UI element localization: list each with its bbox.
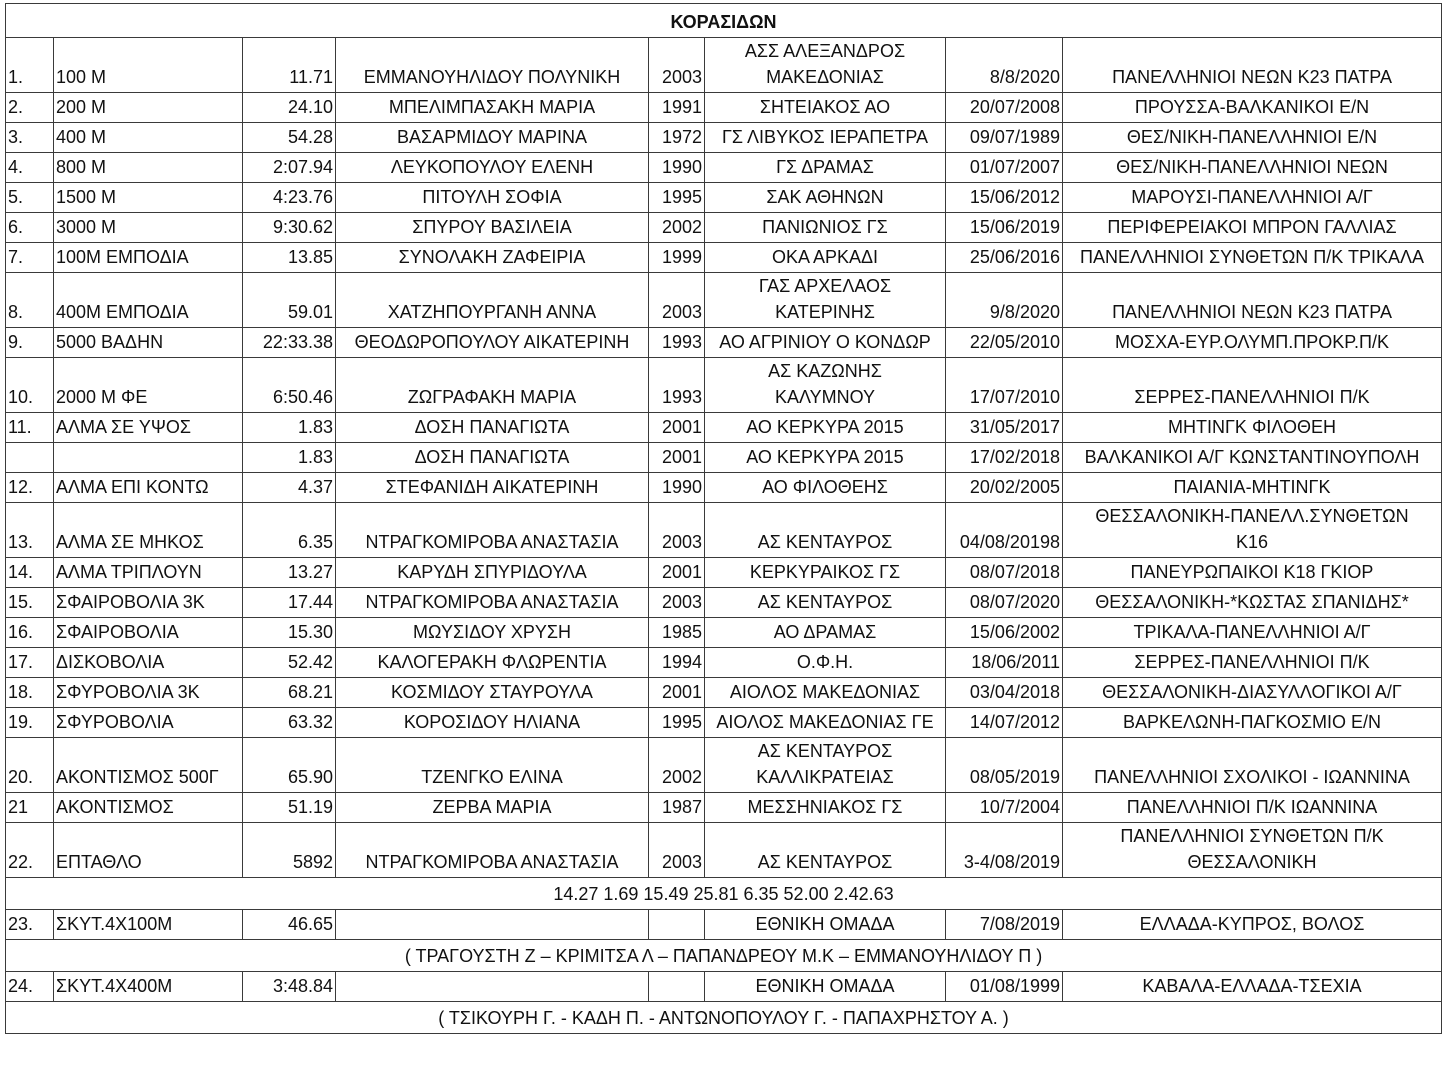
venue-cell bbox=[1063, 793, 1442, 823]
venue-line: ΠΑΝΕΛΛΗΝΙΟΙ ΝΕΩΝ Κ23 ΠΑΤΡΑ bbox=[1112, 302, 1392, 322]
table-row bbox=[6, 648, 1442, 678]
date-cell: 08/07/2020 bbox=[946, 588, 1063, 618]
table-row bbox=[6, 972, 1442, 1002]
venue-line: ΠΑΝΕΛΛΗΝΙΟΙ ΣΥΝΘΕΤΩΝ Π/Κ bbox=[1120, 826, 1384, 846]
venue-line: ΠΑΙΑΝΙΑ-ΜΗΤΙΝΓΚ bbox=[1173, 477, 1331, 497]
venue-cell bbox=[1063, 38, 1442, 93]
event-cell: 1500 Μ bbox=[54, 183, 243, 213]
date-cell: 31/05/2017 bbox=[946, 413, 1063, 443]
club-line: ΑΣ ΚΕΝΤΑΥΡΟΣ bbox=[757, 592, 893, 612]
birth-year-cell: 2001 bbox=[649, 678, 705, 708]
athlete-cell: ΚΑΡΥΔΗ ΣΠΥΡΙΔΟΥΛΑ bbox=[336, 558, 649, 588]
heptathlon-splits: 14.27 1.69 15.49 25.81 6.35 52.00 2.42.63 bbox=[6, 878, 1442, 910]
performance-cell: 51.19 bbox=[243, 793, 336, 823]
relay-team-row bbox=[6, 1002, 1442, 1034]
club-cell bbox=[705, 273, 946, 328]
rank-cell: 22. bbox=[6, 823, 54, 878]
event-cell: 3000 Μ bbox=[54, 213, 243, 243]
venue-line: ΜΗΤΙΝΓΚ ΦΙΛΟΘΕΗ bbox=[1168, 417, 1336, 437]
event-cell: 100Μ ΕΜΠΟΔΙΑ bbox=[54, 243, 243, 273]
athlete-cell bbox=[336, 972, 649, 1002]
event-cell: 400Μ ΕΜΠΟΔΙΑ bbox=[54, 273, 243, 328]
venue-line: ΘΕΣ/ΝΙΚΗ-ΠΑΝΕΛΛΗΝΙΟΙ Ε/Ν bbox=[1126, 127, 1378, 147]
table-row bbox=[6, 473, 1442, 503]
venue-cell bbox=[1063, 678, 1442, 708]
birth-year-cell: 1987 bbox=[649, 793, 705, 823]
event-cell: ΑΛΜΑ ΤΡΙΠΛΟΥΝ bbox=[54, 558, 243, 588]
birth-year-cell: 1995 bbox=[649, 183, 705, 213]
club-cell bbox=[705, 588, 946, 618]
performance-cell: 4:23.76 bbox=[243, 183, 336, 213]
venue-cell: ΚΑΒΑΛΑ-ΕΛΛΑΔΑ-ΤΣΕΧΙΑ bbox=[1063, 972, 1442, 1002]
venue-cell bbox=[1063, 618, 1442, 648]
performance-cell: 4.37 bbox=[243, 473, 336, 503]
club-line: ΚΑΤΕΡΙΝΗΣ bbox=[775, 302, 875, 322]
birth-year-cell: 1985 bbox=[649, 618, 705, 648]
performance-cell: 9:30.62 bbox=[243, 213, 336, 243]
performance-cell: 6.35 bbox=[243, 503, 336, 558]
athlete-cell: ΒΑΣΑΡΜΙΔΟΥ ΜΑΡΙΝΑ bbox=[336, 123, 649, 153]
club-cell bbox=[705, 648, 946, 678]
venue-cell bbox=[1063, 503, 1442, 558]
club-line: ΑΟ ΦΙΛΟΘΕΗΣ bbox=[762, 477, 888, 497]
athlete-cell: ΣΥΝΟΛΑΚΗ ΖΑΦΕΙΡΙΑ bbox=[336, 243, 649, 273]
rank-cell: 4. bbox=[6, 153, 54, 183]
date-cell: 14/07/2012 bbox=[946, 708, 1063, 738]
venue-line: ΠΡΟΥΣΣΑ-ΒΑΛΚΑΝΙΚΟΙ Ε/Ν bbox=[1134, 97, 1370, 117]
venue-line: ΜΟΣΧΑ-ΕΥΡ.ΟΛΥΜΠ.ΠΡΟΚΡ.Π/Κ bbox=[1115, 332, 1389, 352]
venue-line: ΜΑΡΟΥΣΙ-ΠΑΝΕΛΛΗΝΙΟΙ Α/Γ bbox=[1131, 187, 1373, 207]
date-cell: 17/07/2010 bbox=[946, 358, 1063, 413]
date-cell: 7/08/2019 bbox=[946, 910, 1063, 940]
venue-cell bbox=[1063, 823, 1442, 878]
venue-cell bbox=[1063, 273, 1442, 328]
venue-line: ΘΕΣΣΑΛΟΝΙΚΗ bbox=[1187, 852, 1317, 872]
rank-cell: 20. bbox=[6, 738, 54, 793]
club-line: Ο.Φ.Η. bbox=[796, 652, 854, 672]
birth-year-cell: 2003 bbox=[649, 38, 705, 93]
club-line: ΑΟ ΚΕΡΚΥΡΑ 2015 bbox=[746, 447, 904, 467]
performance-cell: 3:48.84 bbox=[243, 972, 336, 1002]
date-cell: 22/05/2010 bbox=[946, 328, 1063, 358]
performance-cell: 65.90 bbox=[243, 738, 336, 793]
athlete-cell: ΣΤΕΦΑΝΙΔΗ ΑΙΚΑΤΕΡΙΝΗ bbox=[336, 473, 649, 503]
table-row bbox=[6, 243, 1442, 273]
rank-cell: 15. bbox=[6, 588, 54, 618]
table-row bbox=[6, 183, 1442, 213]
venue-line: ΘΕΣ/ΝΙΚΗ-ΠΑΝΕΛΛΗΝΙΟΙ ΝΕΩΝ bbox=[1116, 157, 1388, 177]
club-line: ΑΙΟΛΟΣ ΜΑΚΕΔΟΝΙΑΣ ΓΕ bbox=[716, 712, 934, 732]
event-cell: ΣΦΑΙΡΟΒΟΛΙΑ 3Κ bbox=[54, 588, 243, 618]
venue-line: ΠΑΝΕΛΛΗΝΙΟΙ ΣΥΝΘΕΤΩΝ Π/Κ ΤΡΙΚΑΛΑ bbox=[1079, 247, 1425, 267]
rank-cell: 21 bbox=[6, 793, 54, 823]
venue-cell bbox=[1063, 473, 1442, 503]
performance-cell: 46.65 bbox=[243, 910, 336, 940]
rank-cell: 9. bbox=[6, 328, 54, 358]
date-cell: 18/06/2011 bbox=[946, 648, 1063, 678]
athlete-cell: ΤΖΕΝΓΚΟ ΕΛΙΝΑ bbox=[336, 738, 649, 793]
birth-year-cell: 1995 bbox=[649, 708, 705, 738]
event-cell: ΣΦΑΙΡΟΒΟΛΙΑ bbox=[54, 618, 243, 648]
birth-year-cell bbox=[649, 972, 705, 1002]
venue-line: ΒΑΛΚΑΝΙΚΟΙ Α/Γ ΚΩΝΣΤΑΝΤΙΝΟΥΠΟΛΗ bbox=[1084, 447, 1420, 467]
athlete-cell: ΛΕΥΚΟΠΟΥΛΟΥ ΕΛΕΝΗ bbox=[336, 153, 649, 183]
date-cell: 8/8/2020 bbox=[946, 38, 1063, 93]
date-cell: 08/07/2018 bbox=[946, 558, 1063, 588]
rank-cell: 24. bbox=[6, 972, 54, 1002]
club-line: ΑΣ ΚΑΖΩΝΗΣ bbox=[768, 361, 882, 381]
date-cell: 20/02/2005 bbox=[946, 473, 1063, 503]
event-cell: 2000 Μ ΦΕ bbox=[54, 358, 243, 413]
club-line: ΑΟ ΔΡΑΜΑΣ bbox=[773, 622, 877, 642]
rank-cell: 2. bbox=[6, 93, 54, 123]
date-cell: 03/04/2018 bbox=[946, 678, 1063, 708]
performance-cell: 59.01 bbox=[243, 273, 336, 328]
venue-line: ΘΕΣΣΑΛΟΝΙΚΗ-*ΚΩΣΤΑΣ ΣΠΑΝΙΔΗΣ* bbox=[1095, 592, 1409, 612]
birth-year-cell: 2003 bbox=[649, 823, 705, 878]
performance-cell: 15.30 bbox=[243, 618, 336, 648]
club-cell: ΕΘΝΙΚΗ ΟΜΑΔΑ bbox=[705, 972, 946, 1002]
venue-line: ΠΑΝΕΛΛΗΝΙΟΙ ΣΧΟΛΙΚΟΙ - ΙΩΑΝΝΙΝΑ bbox=[1094, 767, 1410, 787]
birth-year-cell: 2003 bbox=[649, 588, 705, 618]
venue-line: ΠΑΝΕΛΛΗΝΙΟΙ ΝΕΩΝ Κ23 ΠΑΤΡΑ bbox=[1112, 67, 1392, 87]
club-cell bbox=[705, 243, 946, 273]
venue-cell bbox=[1063, 738, 1442, 793]
club-line: ΑΣΣ ΑΛΕΞΑΝΔΡΟΣ bbox=[744, 41, 906, 61]
date-cell: 15/06/2019 bbox=[946, 213, 1063, 243]
table-row bbox=[6, 413, 1442, 443]
table-row bbox=[6, 123, 1442, 153]
club-line: ΑΣ ΚΕΝΤΑΥΡΟΣ bbox=[757, 532, 893, 552]
birth-year-cell: 2002 bbox=[649, 213, 705, 243]
table-row bbox=[6, 618, 1442, 648]
club-line: ΑΣ ΚΕΝΤΑΥΡΟΣ bbox=[757, 852, 893, 872]
birth-year-cell: 2003 bbox=[649, 273, 705, 328]
heptathlon-splits-row bbox=[6, 878, 1442, 910]
event-cell: ΔΙΣΚΟΒΟΛΙΑ bbox=[54, 648, 243, 678]
event-cell: ΑΛΜΑ ΕΠΙ ΚΟΝΤΩ bbox=[54, 473, 243, 503]
event-cell: 800 Μ bbox=[54, 153, 243, 183]
performance-cell: 1.83 bbox=[243, 413, 336, 443]
athlete-cell: ΝΤΡΑΓΚΟΜΙΡΟΒΑ ΑΝΑΣΤΑΣΙΑ bbox=[336, 588, 649, 618]
table-row bbox=[6, 678, 1442, 708]
date-cell: 01/07/2007 bbox=[946, 153, 1063, 183]
club-line: ΓΣ ΔΡΑΜΑΣ bbox=[776, 157, 874, 177]
date-cell: 10/7/2004 bbox=[946, 793, 1063, 823]
performance-cell: 52.42 bbox=[243, 648, 336, 678]
venue-line: ΠΑΝΕΛΛΗΝΙΟΙ Π/Κ ΙΩΑΝΝΙΝΑ bbox=[1126, 797, 1378, 817]
club-cell bbox=[705, 443, 946, 473]
performance-cell: 63.32 bbox=[243, 708, 336, 738]
venue-line: ΠΕΡΙΦΕΡΕΙΑΚΟΙ ΜΠΡΟΝ ΓΑΛΛΙΑΣ bbox=[1107, 217, 1397, 237]
club-cell: ΕΘΝΙΚΗ ΟΜΑΔΑ bbox=[705, 910, 946, 940]
club-line: ΠΑΝΙΩΝΙΟΣ ΓΣ bbox=[762, 217, 888, 237]
club-cell bbox=[705, 213, 946, 243]
venue-cell bbox=[1063, 328, 1442, 358]
performance-cell: 24.10 bbox=[243, 93, 336, 123]
venue-cell bbox=[1063, 558, 1442, 588]
athlete-cell: ΔΟΣΗ ΠΑΝΑΓΙΩΤΑ bbox=[336, 443, 649, 473]
rank-cell bbox=[6, 443, 54, 473]
table-row bbox=[6, 910, 1442, 940]
club-line: ΜΑΚΕΔΟΝΙΑΣ bbox=[766, 67, 884, 87]
performance-cell: 54.28 bbox=[243, 123, 336, 153]
table-row bbox=[6, 213, 1442, 243]
rank-cell: 23. bbox=[6, 910, 54, 940]
venue-cell bbox=[1063, 708, 1442, 738]
rank-cell: 18. bbox=[6, 678, 54, 708]
rank-cell: 7. bbox=[6, 243, 54, 273]
performance-cell: 1.83 bbox=[243, 443, 336, 473]
event-cell: ΑΛΜΑ ΣΕ ΥΨΟΣ bbox=[54, 413, 243, 443]
birth-year-cell: 1999 bbox=[649, 243, 705, 273]
club-cell bbox=[705, 823, 946, 878]
performance-cell: 68.21 bbox=[243, 678, 336, 708]
performance-cell: 6:50.46 bbox=[243, 358, 336, 413]
rank-cell: 17. bbox=[6, 648, 54, 678]
club-cell bbox=[705, 93, 946, 123]
birth-year-cell: 2001 bbox=[649, 443, 705, 473]
athlete-cell: ΚΑΛΟΓΕΡΑΚΗ ΦΛΩΡΕΝΤΙΑ bbox=[336, 648, 649, 678]
relay-team-members: ( ΤΣΙΚΟΥΡΗ Γ. - ΚΑΔΗ Π. - ΑΝΤΩΝΟΠΟΥΛΟΥ Γ. - ΠΑΠΑΧΡΗΣΤΟΥ Α. ) bbox=[6, 1002, 1442, 1034]
athlete-cell: ΘΕΟΔΩΡΟΠΟΥΛΟΥ ΑΙΚΑΤΕΡΙΝΗ bbox=[336, 328, 649, 358]
venue-line: ΣΕΡΡΕΣ-ΠΑΝΕΛΛΗΝΙΟΙ Π/Κ bbox=[1134, 652, 1370, 672]
table-row bbox=[6, 328, 1442, 358]
venue-cell bbox=[1063, 648, 1442, 678]
athlete-cell: ΖΕΡΒΑ ΜΑΡΙΑ bbox=[336, 793, 649, 823]
event-cell: 400 Μ bbox=[54, 123, 243, 153]
rank-cell: 1. bbox=[6, 38, 54, 93]
table-row bbox=[6, 38, 1442, 93]
birth-year-cell: 1993 bbox=[649, 358, 705, 413]
performance-cell: 13.85 bbox=[243, 243, 336, 273]
rank-cell: 14. bbox=[6, 558, 54, 588]
date-cell: 17/02/2018 bbox=[946, 443, 1063, 473]
event-cell: 100 Μ bbox=[54, 38, 243, 93]
club-line: ΑΟ ΚΕΡΚΥΡΑ 2015 bbox=[746, 417, 904, 437]
club-cell bbox=[705, 618, 946, 648]
performance-cell: 11.71 bbox=[243, 38, 336, 93]
table-row bbox=[6, 738, 1442, 793]
table-row bbox=[6, 358, 1442, 413]
athlete-cell: ΝΤΡΑΓΚΟΜΙΡΟΒΑ ΑΝΑΣΤΑΣΙΑ bbox=[336, 503, 649, 558]
club-cell bbox=[705, 708, 946, 738]
athlete-cell: ΜΠΕΛΙΜΠΑΣΑΚΗ ΜΑΡΙΑ bbox=[336, 93, 649, 123]
rank-cell: 13. bbox=[6, 503, 54, 558]
venue-cell bbox=[1063, 123, 1442, 153]
table-row bbox=[6, 823, 1442, 878]
title-row bbox=[6, 4, 1442, 38]
athlete-cell: ΚΟΣΜΙΔΟΥ ΣΤΑΥΡΟΥΛΑ bbox=[336, 678, 649, 708]
club-line: ΑΙΟΛΟΣ ΜΑΚΕΔΟΝΙΑΣ bbox=[729, 682, 921, 702]
event-cell: ΣΦΥΡΟΒΟΛΙΑ 3Κ bbox=[54, 678, 243, 708]
event-cell: 5000 ΒΑΔΗΝ bbox=[54, 328, 243, 358]
birth-year-cell: 1994 bbox=[649, 648, 705, 678]
event-cell: ΣΚΥΤ.4Χ100Μ bbox=[54, 910, 243, 940]
athlete-cell: ΧΑΤΖΗΠΟΥΡΓΑΝΗ ΑΝΝΑ bbox=[336, 273, 649, 328]
club-cell bbox=[705, 473, 946, 503]
event-cell: ΣΦΥΡΟΒΟΛΙΑ bbox=[54, 708, 243, 738]
venue-cell: ΕΛΛΑΔΑ-ΚΥΠΡΟΣ, ΒΟΛΟΣ bbox=[1063, 910, 1442, 940]
birth-year-cell: 2002 bbox=[649, 738, 705, 793]
athlete-cell: ΜΩΥΣΙΔΟΥ ΧΡΥΣΗ bbox=[336, 618, 649, 648]
table-row bbox=[6, 93, 1442, 123]
event-cell bbox=[54, 443, 243, 473]
venue-line: ΣΕΡΡΕΣ-ΠΑΝΕΛΛΗΝΙΟΙ Π/Κ bbox=[1134, 387, 1370, 407]
venue-line: Κ16 bbox=[1235, 532, 1269, 552]
club-cell bbox=[705, 558, 946, 588]
venue-cell bbox=[1063, 443, 1442, 473]
table-row bbox=[6, 708, 1442, 738]
venue-line: ΠΑΝΕΥΡΩΠΑΙΚΟΙ Κ18 ΓΚΙΟΡ bbox=[1130, 562, 1374, 582]
birth-year-cell: 1991 bbox=[649, 93, 705, 123]
event-cell: ΣΚΥΤ.4Χ400Μ bbox=[54, 972, 243, 1002]
rank-cell: 19. bbox=[6, 708, 54, 738]
event-cell: ΑΛΜΑ ΣΕ ΜΗΚΟΣ bbox=[54, 503, 243, 558]
relay-team-members: ( ΤΡΑΓΟΥΣΤΗ Ζ – ΚΡΙΜΙΤΣΑ Λ – ΠΑΠΑΝΔΡΕΟΥ Μ.Κ – ΕΜΜΑΝΟΥΗΛΙΔΟΥ Π ) bbox=[6, 940, 1442, 972]
rank-cell: 6. bbox=[6, 213, 54, 243]
athlete-cell: ΣΠΥΡΟΥ ΒΑΣΙΛΕΙΑ bbox=[336, 213, 649, 243]
venue-cell bbox=[1063, 358, 1442, 413]
event-cell: ΑΚΟΝΤΙΣΜΟΣ 500Γ bbox=[54, 738, 243, 793]
performance-cell: 2:07.94 bbox=[243, 153, 336, 183]
rank-cell: 10. bbox=[6, 358, 54, 413]
table-row bbox=[6, 153, 1442, 183]
birth-year-cell: 1990 bbox=[649, 473, 705, 503]
venue-cell bbox=[1063, 213, 1442, 243]
date-cell: 25/06/2016 bbox=[946, 243, 1063, 273]
venue-cell bbox=[1063, 413, 1442, 443]
athlete-cell: ΚΟΡΟΣΙΔΟΥ ΗΛΙΑΝΑ bbox=[336, 708, 649, 738]
date-cell: 15/06/2002 bbox=[946, 618, 1063, 648]
club-line: ΣΑΚ ΑΘΗΝΩΝ bbox=[766, 187, 884, 207]
birth-year-cell: 2001 bbox=[649, 413, 705, 443]
event-cell: ΕΠΤΑΘΛΟ bbox=[54, 823, 243, 878]
date-cell: 3-4/08/2019 bbox=[946, 823, 1063, 878]
date-cell: 20/07/2008 bbox=[946, 93, 1063, 123]
records-table bbox=[5, 3, 1442, 1034]
club-line: ΑΟ ΑΓΡΙΝΙΟΥ Ο ΚΟΝΔΩΡ bbox=[719, 332, 931, 352]
venue-line: ΘΕΣΣΑΛΟΝΙΚΗ-ΔΙΑΣΥΛΛΟΓΙΚΟΙ Α/Γ bbox=[1102, 682, 1402, 702]
rank-cell: 11. bbox=[6, 413, 54, 443]
rank-cell: 3. bbox=[6, 123, 54, 153]
date-cell: 15/06/2012 bbox=[946, 183, 1063, 213]
club-line: ΚΕΡΚΥΡΑΙΚΟΣ ΓΣ bbox=[749, 562, 901, 582]
athlete-cell: ΔΟΣΗ ΠΑΝΑΓΙΩΤΑ bbox=[336, 413, 649, 443]
club-line: ΟΚΑ ΑΡΚΑΔΙ bbox=[771, 247, 879, 267]
club-line: ΚΑΛΛΙΚΡΑΤΕΙΑΣ bbox=[756, 767, 894, 787]
venue-line: ΤΡΙΚΑΛΑ-ΠΑΝΕΛΛΗΝΙΟΙ Α/Γ bbox=[1133, 622, 1371, 642]
club-line: ΜΕΣΣΗΝΙΑΚΟΣ ΓΣ bbox=[747, 797, 903, 817]
date-cell: 9/8/2020 bbox=[946, 273, 1063, 328]
club-cell bbox=[705, 123, 946, 153]
event-cell: ΑΚΟΝΤΙΣΜΟΣ bbox=[54, 793, 243, 823]
venue-cell bbox=[1063, 243, 1442, 273]
date-cell: 04/08/20198 bbox=[946, 503, 1063, 558]
club-cell bbox=[705, 793, 946, 823]
club-cell bbox=[705, 183, 946, 213]
rank-cell: 16. bbox=[6, 618, 54, 648]
date-cell: 01/08/1999 bbox=[946, 972, 1063, 1002]
performance-cell: 13.27 bbox=[243, 558, 336, 588]
rank-cell: 8. bbox=[6, 273, 54, 328]
athlete-cell: ΖΩΓΡΑΦΑΚΗ ΜΑΡΙΑ bbox=[336, 358, 649, 413]
event-cell: 200 Μ bbox=[54, 93, 243, 123]
rank-cell: 5. bbox=[6, 183, 54, 213]
venue-cell bbox=[1063, 153, 1442, 183]
venue-line: ΘΕΣΣΑΛΟΝΙΚΗ-ΠΑΝΕΛΛ.ΣΥΝΘΕΤΩΝ bbox=[1095, 506, 1409, 526]
athlete-cell bbox=[336, 910, 649, 940]
birth-year-cell: 1972 bbox=[649, 123, 705, 153]
club-cell bbox=[705, 358, 946, 413]
club-line: ΓΣ ΛΙΒΥΚΟΣ ΙΕΡΑΠΕΤΡΑ bbox=[721, 127, 929, 147]
club-cell bbox=[705, 38, 946, 93]
athlete-cell: ΠΙΤΟΥΛΗ ΣΟΦΙΑ bbox=[336, 183, 649, 213]
venue-line: ΒΑΡΚΕΛΩΝΗ-ΠΑΓΚΟΣΜΙΟ Ε/Ν bbox=[1123, 712, 1382, 732]
date-cell: 09/07/1989 bbox=[946, 123, 1063, 153]
club-line: ΑΣ ΚΕΝΤΑΥΡΟΣ bbox=[757, 741, 893, 761]
club-cell bbox=[705, 503, 946, 558]
birth-year-cell: 1990 bbox=[649, 153, 705, 183]
athlete-cell: ΝΤΡΑΓΚΟΜΙΡΟΒΑ ΑΝΑΣΤΑΣΙΑ bbox=[336, 823, 649, 878]
venue-cell bbox=[1063, 93, 1442, 123]
club-cell bbox=[705, 413, 946, 443]
table-row bbox=[6, 503, 1442, 558]
venue-cell bbox=[1063, 183, 1442, 213]
table-row bbox=[6, 558, 1442, 588]
table-row bbox=[6, 793, 1442, 823]
relay-team-row bbox=[6, 940, 1442, 972]
performance-cell: 17.44 bbox=[243, 588, 336, 618]
table-row bbox=[6, 443, 1442, 473]
club-cell bbox=[705, 738, 946, 793]
birth-year-cell: 2003 bbox=[649, 503, 705, 558]
table-row bbox=[6, 588, 1442, 618]
performance-cell: 5892 bbox=[243, 823, 336, 878]
table-row bbox=[6, 273, 1442, 328]
table-title: ΚΟΡΑΣΙΔΩΝ bbox=[6, 4, 1442, 38]
club-cell bbox=[705, 153, 946, 183]
birth-year-cell bbox=[649, 910, 705, 940]
club-cell bbox=[705, 328, 946, 358]
birth-year-cell: 2001 bbox=[649, 558, 705, 588]
performance-cell: 22:33.38 bbox=[243, 328, 336, 358]
venue-cell bbox=[1063, 588, 1442, 618]
birth-year-cell: 1993 bbox=[649, 328, 705, 358]
rank-cell: 12. bbox=[6, 473, 54, 503]
club-line: ΓΑΣ ΑΡΧΕΛΑΟΣ bbox=[758, 276, 892, 296]
club-cell bbox=[705, 678, 946, 708]
date-cell: 08/05/2019 bbox=[946, 738, 1063, 793]
club-line: ΚΑΛΥΜΝΟΥ bbox=[774, 387, 876, 407]
athlete-cell: ΕΜΜΑΝΟΥΗΛΙΔΟΥ ΠΟΛΥΝΙΚΗ bbox=[336, 38, 649, 93]
club-line: ΣΗΤΕΙΑΚΟΣ ΑΟ bbox=[759, 97, 891, 117]
